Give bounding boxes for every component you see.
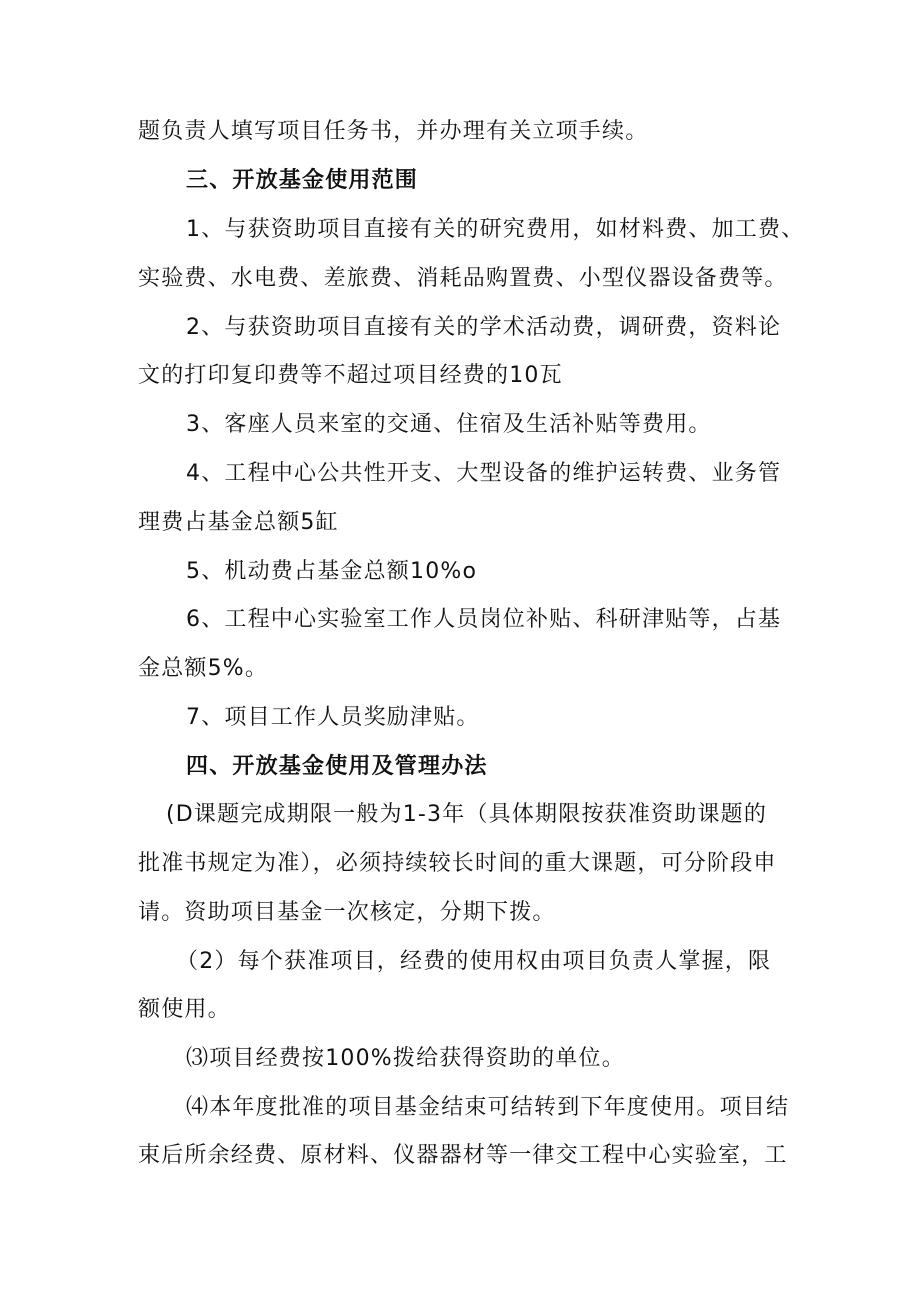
text-line: 文的打印复印费等不超过项目经费的10瓦 <box>138 363 563 388</box>
text-line: 题负责人填写项目任务书，并办理有关立项手续。 <box>138 119 649 144</box>
text-line: ⑷本年度批准的项目基金结束可结转到下年度使用。项目结 <box>186 1095 790 1120</box>
text-line: 理费占基金总额5缸 <box>138 510 339 535</box>
text-line: 金总额5%。 <box>138 656 269 681</box>
text-line: (D课题完成期限一般为1-3年（具体期限按获准资助课题的 <box>166 802 768 827</box>
text-line: 3、客座人员来室的交通、住宿及生活补贴等费用。 <box>186 412 712 437</box>
text-line: 2、与获资助项目直接有关的学术活动费，调研费，资料论 <box>186 315 782 340</box>
section-heading: 四、开放基金使用及管理办法 <box>186 754 488 779</box>
section-heading: 三、开放基金使用范围 <box>186 168 419 193</box>
text-line: 1、与获资助项目直接有关的研究费用，如材料费、加工费、 <box>186 217 805 242</box>
text-line: 7、项目工作人员奖励津贴。 <box>186 705 480 730</box>
text-line: 4、工程中心公共性开支、大型设备的维护运转费、业务管 <box>186 461 782 486</box>
text-line: 批准书规定为准），必须持续较长时间的重大课题，可分阶段申 <box>138 851 777 876</box>
text-line: 5、机动费占基金总额10%o <box>186 559 478 584</box>
text-line: ⑶项目经费按100%拨给获得资助的单位。 <box>186 1046 625 1071</box>
text-line: 实验费、水电费、差旅费、消耗品购置费、小型仪器设备费等。 <box>138 266 788 291</box>
text-line: 6、工程中心实验室工作人员岗位补贴、科研津贴等，占基 <box>186 607 782 632</box>
text-line: 请。资助项目基金一次核定，分期下拨。 <box>138 900 556 925</box>
text-line: 束后所余经费、原材料、仪器器材等一律交工程中心实验室，工 <box>138 1143 788 1168</box>
text-line: （2）每个获准项目，经费的使用权由项目负责人掌握，限 <box>176 949 772 974</box>
text-line: 额使用。 <box>138 997 231 1022</box>
